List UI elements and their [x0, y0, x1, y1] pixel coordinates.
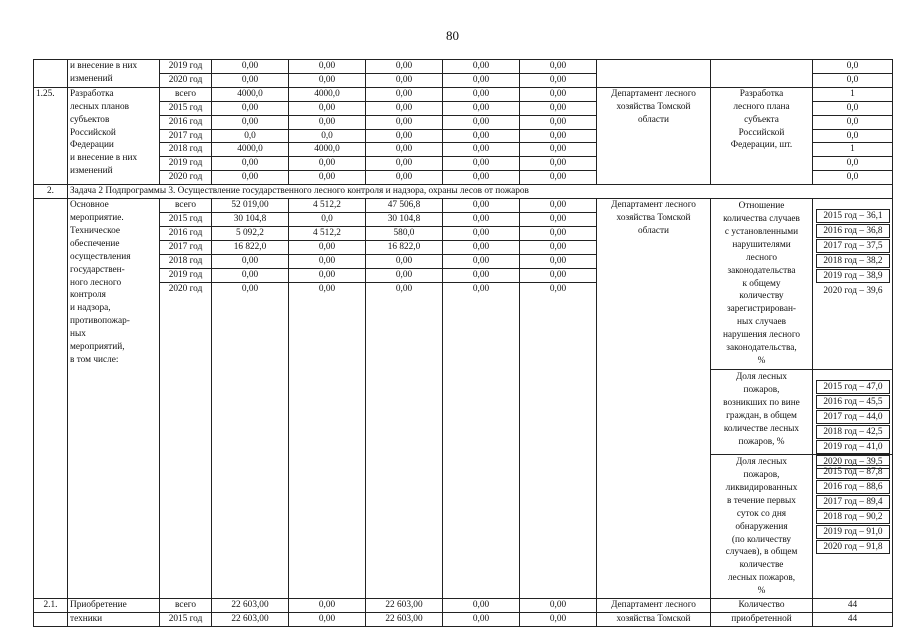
target-value: 44 [813, 612, 893, 626]
target-value: 2017 год – 44,0 [816, 410, 890, 424]
amount-cell: 0,00 [443, 254, 520, 268]
indicators-list [711, 199, 892, 598]
activity-name [68, 199, 160, 599]
text-line: мероприятие. [70, 212, 124, 223]
amount-cell: 0,00 [443, 199, 520, 213]
text-line: хозяйства Томской [616, 212, 691, 223]
amount-cell [212, 295, 289, 598]
amount-cell: 0,00 [289, 254, 366, 268]
amount-cell: 30 104,8 [212, 212, 289, 226]
text-line: Основное [70, 200, 109, 211]
amount-cell: 0,00 [443, 87, 520, 101]
row-number [34, 199, 68, 599]
target-value: 2019 год – 91,0 [816, 525, 890, 539]
table-row [34, 185, 893, 199]
amount-cell: 5 092,2 [212, 226, 289, 240]
text-line: Техническое [70, 225, 121, 236]
target-value: 1 [813, 143, 893, 157]
text-line: Департамент лесного [611, 200, 696, 211]
year-cell: 2015 год [160, 212, 212, 226]
amount-cell: 0,00 [212, 268, 289, 282]
amount-cell: 0,00 [443, 143, 520, 157]
text-line: в течение первых [727, 495, 796, 506]
amount-cell: 4 512,2 [289, 199, 366, 213]
indicators-block [711, 199, 893, 599]
amount-cell: 0,00 [443, 226, 520, 240]
amount-cell: 0,00 [520, 212, 597, 226]
year-cell: 2019 год [160, 60, 212, 74]
target-value: 2018 год – 38,2 [816, 254, 890, 268]
target-value: 2015 год – 47,0 [816, 380, 890, 394]
amount-cell: 0,00 [212, 171, 289, 185]
amount-cell: 0,00 [289, 60, 366, 74]
amount-cell: 4000,0 [289, 143, 366, 157]
indicator-targets [813, 199, 892, 369]
amount-cell: 0,00 [289, 599, 366, 613]
row-number [34, 60, 68, 88]
text-line: мероприятий, [70, 342, 125, 353]
year-cell: всего [160, 199, 212, 213]
amount-cell: 0,00 [366, 268, 443, 282]
amount-cell: 0,00 [289, 73, 366, 87]
amount-cell: 0,0 [289, 129, 366, 143]
amount-cell: 0,00 [366, 115, 443, 129]
amount-cell: 0,00 [443, 129, 520, 143]
activity-name [68, 87, 160, 184]
text-line: к общему [742, 278, 781, 289]
amount-cell: 0,00 [212, 282, 289, 295]
text-line: государствен- [70, 264, 125, 275]
amount-cell [443, 295, 520, 598]
activity-name: Приобретение [68, 599, 160, 613]
text-line: лесных пожаров, [727, 573, 796, 584]
text-line: граждан, в общем [726, 410, 797, 421]
indicator-group [711, 454, 892, 598]
year-cell: 2015 год [160, 612, 212, 626]
text-line: лесных планов [70, 101, 130, 112]
department: Департамент лесного [597, 599, 711, 613]
target-value: 2018 год – 42,5 [816, 425, 890, 439]
indicator-name [711, 87, 813, 184]
amount-cell: 0,00 [520, 87, 597, 101]
target-value: 0,0 [813, 115, 893, 129]
amount-cell: 0,00 [443, 599, 520, 613]
amount-cell: 0,00 [520, 73, 597, 87]
amount-cell: 47 506,8 [366, 199, 443, 213]
text-line: Разработка [739, 88, 784, 99]
activity-name [68, 60, 160, 88]
year-cell: 2019 год [160, 157, 212, 171]
amount-cell: 0,00 [443, 115, 520, 129]
amount-cell: 0,00 [520, 282, 597, 295]
amount-cell: 0,00 [366, 101, 443, 115]
activity-name: техники [68, 612, 160, 626]
amount-cell: 0,00 [443, 268, 520, 282]
indicator-name [711, 370, 813, 454]
target-value: 2015 год – 36,1 [816, 209, 890, 223]
amount-cell: 0,00 [212, 157, 289, 171]
indicator-name [711, 60, 813, 88]
amount-cell: 0,00 [443, 157, 520, 171]
text-line: Российской [738, 127, 785, 138]
amount-cell: 0,00 [520, 115, 597, 129]
text-line: противопожар- [70, 316, 130, 327]
amount-cell: 0,00 [289, 157, 366, 171]
text-line: законодательства [727, 265, 796, 276]
text-line: лесного [746, 252, 777, 263]
indicator-targets [813, 370, 892, 468]
amount-cell: 4000,0 [212, 143, 289, 157]
target-value: 0,0 [813, 73, 893, 87]
text-line: в том числе: [70, 354, 119, 365]
text-line: ликвидированных [725, 482, 798, 493]
amount-cell: 0,00 [520, 60, 597, 74]
text-line: субъекта [744, 114, 779, 125]
amount-cell: 0,00 [366, 87, 443, 101]
indicator-group [711, 369, 892, 468]
table-row [34, 612, 893, 626]
text-line: хозяйства Томской [616, 101, 691, 112]
text-line: и надзора, [70, 303, 111, 314]
target-value: 2018 год – 90,2 [816, 510, 890, 524]
amount-cell: 0,00 [289, 115, 366, 129]
text-line: законодательства, [726, 343, 797, 354]
amount-cell [366, 295, 443, 598]
target-value: 2020 год – 39,5 [816, 455, 890, 469]
amount-cell: 0,00 [443, 612, 520, 626]
amount-cell: 0,00 [212, 60, 289, 74]
page-number: 80 [446, 28, 459, 43]
target-value: 0,0 [813, 157, 893, 171]
year-cell: 2015 год [160, 101, 212, 115]
text-line: пожаров, [743, 469, 780, 480]
text-line: % [757, 586, 766, 597]
section-number: 2. [34, 185, 68, 199]
amount-cell: 0,00 [520, 226, 597, 240]
target-value: 2016 год – 45,5 [816, 395, 890, 409]
amount-cell: 0,00 [212, 101, 289, 115]
amount-cell: 0,00 [212, 115, 289, 129]
amount-cell: 0,00 [520, 171, 597, 185]
amount-cell: 0,00 [289, 171, 366, 185]
text-line: области [637, 114, 670, 125]
target-value: 2019 год – 41,0 [816, 440, 890, 454]
text-line: Разработка [70, 88, 114, 99]
text-line: % [757, 355, 766, 366]
amount-cell: 0,00 [443, 240, 520, 254]
text-line: изменений [70, 73, 113, 84]
amount-cell: 16 822,0 [212, 240, 289, 254]
year-cell: 2016 год [160, 115, 212, 129]
text-line: осуществления [70, 251, 131, 262]
amount-cell: 0,00 [443, 101, 520, 115]
year-cell [160, 295, 212, 598]
indicator-name: Количество [711, 599, 813, 613]
amount-cell: 52 019,00 [212, 199, 289, 213]
amount-cell: 0,00 [520, 612, 597, 626]
text-line: количестве [739, 560, 784, 571]
text-line: пожаров, [743, 384, 780, 395]
amount-cell: 0,00 [212, 254, 289, 268]
text-line: ных [70, 329, 86, 340]
amount-cell: 4 512,2 [289, 226, 366, 240]
text-line: ных случаев [737, 317, 786, 328]
text-line: пожаров, % [738, 436, 785, 447]
amount-cell: 22 603,00 [212, 612, 289, 626]
indicator-name [711, 199, 813, 369]
section-title: Задача 2 Подпрограммы 3. Осуществление государственного лесного контроля и надзора, охраны лесов от пожаров [68, 185, 893, 199]
text-line: обнаружения [735, 521, 788, 532]
amount-cell: 0,00 [289, 240, 366, 254]
amount-cell: 0,0 [289, 212, 366, 226]
department [597, 199, 711, 599]
text-line: Департамент лесного [611, 88, 696, 99]
amount-cell: 0,00 [366, 143, 443, 157]
text-line: возникших по вине [723, 397, 800, 408]
amount-cell: 0,00 [443, 60, 520, 74]
target-value: 1 [813, 87, 893, 101]
department: хозяйства Томской [597, 612, 711, 626]
amount-cell: 0,00 [289, 268, 366, 282]
amount-cell: 580,0 [366, 226, 443, 240]
amount-cell: 16 822,0 [366, 240, 443, 254]
text-line: нарушения лесного [722, 330, 801, 341]
table-row [34, 60, 893, 74]
year-cell: 2020 год [160, 282, 212, 295]
text-line: субъектов [70, 114, 110, 125]
text-line: зарегистрирован- [726, 304, 797, 315]
text-line: Федерации, шт. [730, 140, 793, 151]
text-line: области [637, 225, 670, 236]
text-line: контроля [70, 290, 106, 301]
amount-cell: 0,00 [520, 157, 597, 171]
amount-cell: 0,0 [212, 129, 289, 143]
amount-cell: 22 603,00 [212, 599, 289, 613]
indicator-targets [813, 455, 892, 598]
target-value: 2017 год – 89,4 [816, 495, 890, 509]
text-line: Российской [70, 127, 116, 138]
text-line: количеству [739, 291, 784, 302]
amount-cell: 22 603,00 [366, 599, 443, 613]
year-cell: всего [160, 599, 212, 613]
target-value: 2019 год – 38,9 [816, 269, 890, 283]
year-cell: 2019 год [160, 268, 212, 282]
target-value: 2016 год – 88,6 [816, 480, 890, 494]
text-line: с установленными [724, 226, 799, 237]
year-cell: всего [160, 87, 212, 101]
target-value: 0,0 [813, 60, 893, 74]
text-line: и внесение в них [70, 61, 138, 71]
department [597, 87, 711, 184]
row-number: 2.1. [34, 599, 68, 613]
amount-cell: 0,00 [366, 129, 443, 143]
amount-cell: 0,00 [443, 171, 520, 185]
year-cell: 2016 год [160, 226, 212, 240]
target-value: 2017 год – 37,5 [816, 239, 890, 253]
indicator-name [711, 455, 813, 598]
text-line: ного лесного [70, 277, 122, 288]
target-value: 2015 год – 87,8 [816, 465, 890, 479]
year-cell: 2018 год [160, 143, 212, 157]
row-number: 1.25. [34, 87, 68, 184]
amount-cell: 0,00 [520, 199, 597, 213]
amount-cell: 0,00 [366, 60, 443, 74]
target-value: 2020 год – 91,8 [816, 540, 890, 554]
target-value: 44 [813, 599, 893, 613]
amount-cell: 0,00 [366, 157, 443, 171]
row-number [34, 612, 68, 626]
amount-cell: 0,00 [366, 73, 443, 87]
text-line: Отношение [738, 201, 785, 212]
table-row [34, 599, 893, 613]
amount-cell [520, 295, 597, 598]
text-line: нарушителями [732, 239, 791, 250]
text-line: и внесение в них [70, 153, 138, 164]
text-line: изменений [70, 166, 113, 177]
amount-cell: 0,00 [443, 212, 520, 226]
amount-cell: 0,00 [520, 129, 597, 143]
amount-cell: 0,00 [366, 254, 443, 268]
amount-cell: 0,00 [289, 612, 366, 626]
text-line: Доля лесных [735, 372, 788, 383]
target-value: 0,0 [813, 129, 893, 143]
amount-cell: 30 104,8 [366, 212, 443, 226]
amount-cell: 0,00 [289, 101, 366, 115]
year-cell: 2017 год [160, 240, 212, 254]
text-line: лесного плана [733, 101, 790, 112]
amount-cell: 4000,0 [212, 87, 289, 101]
amount-cell: 0,00 [520, 254, 597, 268]
department [597, 60, 711, 88]
year-cell: 2017 год [160, 129, 212, 143]
amount-cell: 0,00 [443, 73, 520, 87]
text-line: Доля лесных [735, 457, 788, 468]
amount-cell: 0,00 [366, 171, 443, 185]
year-cell: 2020 год [160, 171, 212, 185]
text-line: (по количеству [731, 534, 792, 545]
target-value: 0,0 [813, 171, 893, 185]
amount-cell [289, 295, 366, 598]
text-line: случаев), в общем [725, 547, 798, 558]
amount-cell: 0,00 [366, 282, 443, 295]
indicator-group [711, 199, 892, 369]
amount-cell: 0,00 [212, 73, 289, 87]
amount-cell: 0,00 [443, 282, 520, 295]
amount-cell: 0,00 [520, 268, 597, 282]
amount-cell: 0,00 [520, 143, 597, 157]
text-line: суток со дня [736, 508, 787, 519]
amount-cell: 0,00 [520, 599, 597, 613]
year-cell: 2018 год [160, 254, 212, 268]
text-line: Федерации [70, 140, 114, 151]
program-table [33, 59, 893, 627]
indicator-name: приобретенной [711, 612, 813, 626]
text-line: количестве лесных [723, 423, 800, 434]
amount-cell: 0,00 [520, 101, 597, 115]
year-cell: 2020 год [160, 73, 212, 87]
text-line: обеспечение [70, 238, 120, 249]
amount-cell: 22 603,00 [366, 612, 443, 626]
text-line: количества случаев [723, 213, 800, 224]
target-value: 2016 год – 36,8 [816, 224, 890, 238]
table-row [34, 199, 893, 213]
target-value: 2020 год – 39,6 [823, 286, 883, 297]
amount-cell: 0,00 [520, 240, 597, 254]
target-value: 0,0 [813, 101, 893, 115]
table-row [34, 87, 893, 101]
amount-cell: 4000,0 [289, 87, 366, 101]
amount-cell: 0,00 [289, 282, 366, 295]
